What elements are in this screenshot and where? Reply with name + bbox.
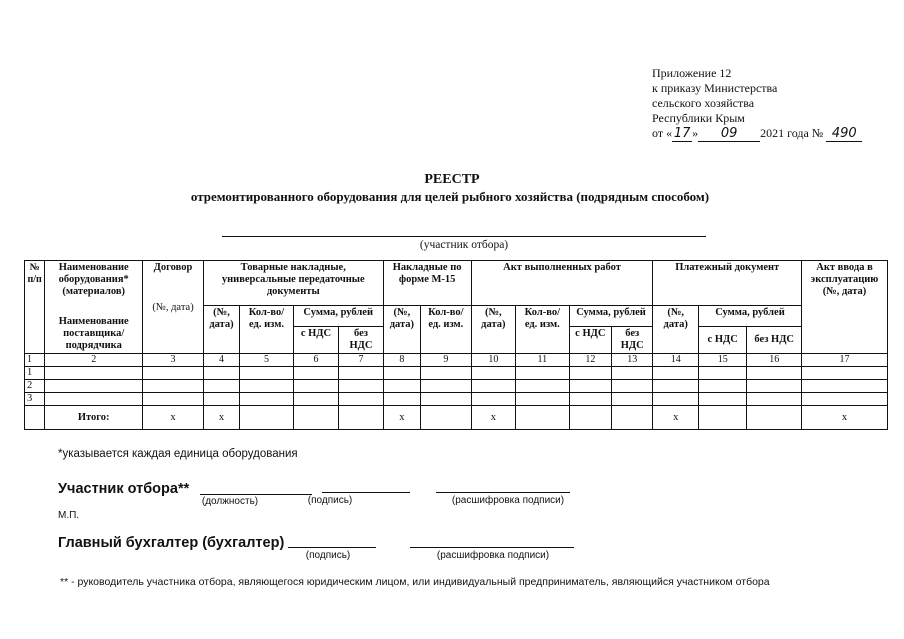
date-year: 2021 года № — [760, 126, 824, 140]
col-number: 13 — [612, 354, 653, 367]
register-table — [24, 260, 888, 430]
appendix-line-1: Приложение 12 — [652, 66, 732, 80]
act-with-vat: с НДС — [569, 327, 611, 354]
act-no-date: (№, дата) — [471, 306, 515, 354]
pay-sum: Сумма, рублей — [698, 306, 801, 327]
caption-decoding: (расшифровка подписи) — [451, 495, 565, 506]
total-row — [25, 406, 888, 430]
order-number: 490 — [826, 126, 862, 142]
pay-no-date: (№, дата) — [653, 306, 698, 354]
caption-signature: (подпись) — [307, 495, 353, 506]
accountant-signature-line — [288, 547, 376, 548]
date-day: 17 — [673, 126, 691, 141]
act-qty: Кол-во/ ед. изм. — [516, 306, 570, 354]
appendix-date-line — [652, 126, 862, 142]
accountant-signature-label: Главный бухгалтер (бухгалтер) — [58, 535, 285, 551]
footnote-participant: ** - руководитель участника отбора, являющегося юридическим лицом, или индивидуальный предприниматель, являющийся участником отбора — [60, 576, 770, 588]
participant-signature-label: Участник отбора** — [58, 481, 190, 497]
column-numbers-row — [25, 354, 888, 367]
act-sum: Сумма, рублей — [569, 306, 653, 327]
header-num: № п/п — [25, 261, 45, 354]
header-name-bottom: Наименование поставщика/ подрядчика — [58, 316, 129, 351]
total-x: х — [203, 406, 239, 430]
participant-line — [222, 236, 706, 237]
appendix-line-4: Республики Крым — [652, 111, 745, 125]
col-number: 2 — [45, 354, 143, 367]
col-number: 15 — [698, 354, 747, 367]
col-number: 17 — [802, 354, 888, 367]
table-row — [25, 367, 888, 380]
col-number: 3 — [143, 354, 204, 367]
col-number: 8 — [383, 354, 420, 367]
signature-line — [322, 492, 410, 493]
appendix-block — [652, 66, 862, 142]
header-contract-sub: (№, дата) — [152, 302, 194, 313]
pay-with-vat: с НДС — [698, 327, 747, 354]
header-name — [45, 261, 143, 354]
stamp-place: М.П. — [58, 510, 80, 521]
decoding-line — [436, 492, 570, 493]
inv-with-vat: с НДС — [293, 327, 338, 354]
row-number: 1 — [25, 367, 45, 380]
total-x: х — [471, 406, 515, 430]
header-m15: Накладные по форме М-15 — [383, 261, 471, 306]
header-contract-label: Договор — [153, 262, 193, 273]
total-x: х — [383, 406, 420, 430]
accountant-caption-decoding: (расшифровка подписи) — [436, 550, 550, 561]
col-number: 11 — [516, 354, 570, 367]
date-mid: » — [692, 126, 699, 140]
col-number: 6 — [293, 354, 338, 367]
caption-position: (должность) — [201, 496, 259, 507]
header-invoices: Товарные накладные, универсальные передаточные документы — [203, 261, 383, 306]
header-contract — [143, 261, 204, 354]
col-number: 9 — [421, 354, 472, 367]
row-number: 2 — [25, 380, 45, 393]
header-act: Акт выполненных работ — [471, 261, 653, 306]
col-number: 4 — [203, 354, 239, 367]
table-row — [25, 380, 888, 393]
appendix-line-3: сельского хозяйства — [652, 96, 755, 110]
header-row-1 — [25, 261, 888, 306]
document-subtitle: отремонтированного оборудования для целей рыбного хозяйства (подрядным способом) — [190, 189, 710, 204]
col-number: 1 — [25, 354, 45, 367]
total-x: х — [653, 406, 698, 430]
header-name-top: Наименование оборудования* (материалов) — [58, 262, 129, 297]
col-number: 16 — [747, 354, 802, 367]
inv-qty: Кол-во/ ед. изм. — [240, 306, 294, 354]
total-label: Итого: — [45, 406, 143, 430]
col-number: 7 — [339, 354, 383, 367]
date-month: 09 — [698, 126, 760, 142]
date-prefix: от « — [652, 126, 673, 140]
accountant-caption-signature: (подпись) — [305, 550, 351, 561]
participant-caption: (участник отбора) — [419, 239, 509, 251]
col-number: 5 — [240, 354, 294, 367]
inv-without-vat: без НДС — [339, 327, 383, 354]
table-row — [25, 393, 888, 406]
inv-sum: Сумма, рублей — [293, 306, 383, 327]
col-number: 14 — [653, 354, 698, 367]
row-number: 3 — [25, 393, 45, 406]
col-number: 12 — [569, 354, 611, 367]
header-commission: Акт ввода в эксплуатацию (№, дата) — [802, 261, 888, 354]
m15-qty: Кол-во/ ед. изм. — [421, 306, 472, 354]
act-without-vat: без НДС — [612, 327, 653, 354]
m15-no-date: (№, дата) — [383, 306, 420, 354]
pay-without-vat: без НДС — [747, 327, 802, 354]
col-number: 10 — [471, 354, 515, 367]
header-payment: Платежный документ — [653, 261, 802, 306]
total-x: х — [802, 406, 888, 430]
appendix-line-2: к приказу Министерства — [652, 81, 778, 95]
accountant-decoding-line — [410, 547, 574, 548]
document-title: РЕЕСТР — [424, 172, 480, 187]
total-x: х — [143, 406, 204, 430]
position-line — [200, 494, 312, 495]
footnote-item: *указывается каждая единица оборудования — [58, 448, 298, 460]
inv-no-date: (№, дата) — [203, 306, 239, 354]
